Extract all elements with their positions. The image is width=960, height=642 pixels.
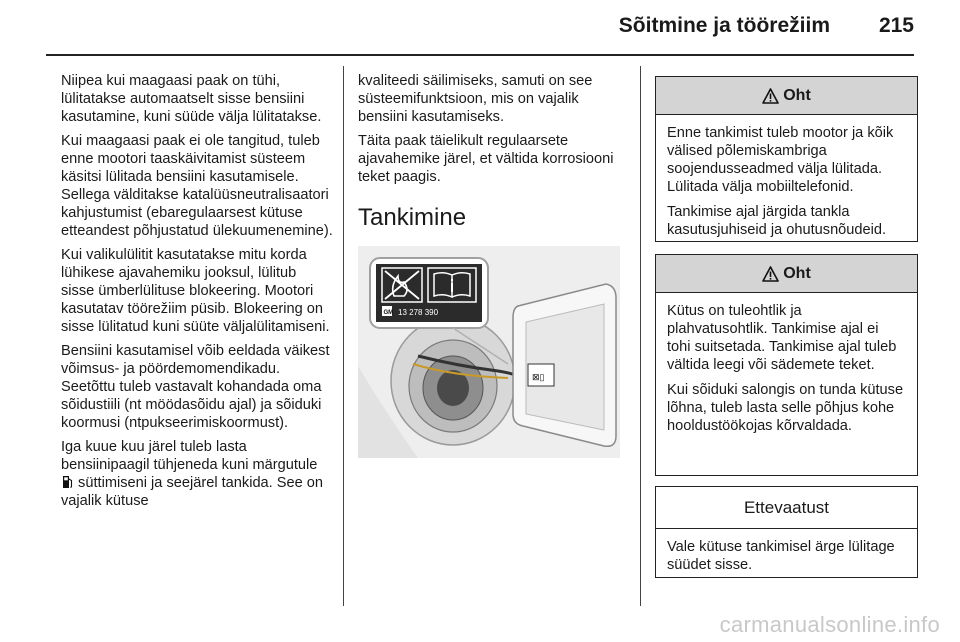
gm-logo: GM xyxy=(383,310,394,316)
page-number: 215 xyxy=(878,14,914,37)
column-middle xyxy=(358,72,628,458)
paragraph: Kui sõiduki salongis on tunda kütuse lõhna, tuleb lasta selle põhjus kohe hooldustöökojas kõrvaldada. xyxy=(667,382,904,434)
paragraph: Kui valikulülitit kasutatakse mitu korda lühikese ajavahemiku jooksul, lülitub sisse ümberlülituse blokeering. Mootori kasutatav töörežiim püsib. Blokeering on sisse lülitatud kuni süüte väljalülitamiseni. xyxy=(61,247,330,335)
column-left xyxy=(61,72,333,516)
paragraph: Vale kütuse tankimisel ärge lülitage süüdet sisse. xyxy=(667,539,895,573)
header-divider xyxy=(46,54,914,56)
danger-box-title: Oht xyxy=(783,264,811,282)
no-open-flame-icon xyxy=(382,268,422,302)
caution-box xyxy=(655,486,918,578)
watermark: carmanualsonline.info xyxy=(719,612,940,637)
warning-triangle-icon xyxy=(762,266,779,282)
column-divider-2 xyxy=(640,66,641,606)
paragraph: Enne tankimist tuleb mootor ja kõik välised põlemiskambriga soojendusseadmed välja lülitada. Lülitada välja mobiiltelefonid. xyxy=(667,125,894,195)
column-divider-1 xyxy=(343,66,344,606)
paragraph: kvaliteedi säilimiseks, samuti on see süsteemifunktsioon, mis on vajalik bensiini kasutamiseks. xyxy=(358,73,593,125)
paragraph: Iga kuue kuu järel tuleb lasta bensiinipaagil tühjeneda kuni märgutule süttimiseni ja seejärel tankida. See on vajalik kütuse xyxy=(61,439,324,509)
read-manual-icon xyxy=(428,268,476,302)
warning-triangle-icon xyxy=(762,88,779,104)
fuel-filler-figure xyxy=(358,246,620,458)
caution-box-body xyxy=(656,529,917,583)
paragraph: Tankimise ajal järgida tankla kasutusjuhiseid ja ohutusnõudeid. xyxy=(667,204,887,238)
page-title: Sõitmine ja töörežiim xyxy=(618,14,830,37)
paragraph: Kütus on tuleohtlik ja plahvatusohtlik. Tankimise ajal ei tohi suitsetada. Tankimise ajal tuleb vältida leegi või sädemete teket. xyxy=(667,303,897,373)
paragraph: Täita paak täielikult regulaarsete ajavahemike järel, et vältida korrosiooni teket paagis. xyxy=(358,133,614,185)
fuel-pump-icon xyxy=(62,475,73,489)
part-number-label: 13 278 390 xyxy=(398,308,439,317)
section-heading: Tankimine xyxy=(358,204,467,231)
paragraph: Bensiini kasutamisel võib eeldada väikest võimsus- ja pöördemomendikadu. Seetõttu tuleb vastavalt kohandada oma sõidustiili (nt möödasõidu ajal) ja sõiduki koormusi (ntpukseerimiskoormust). xyxy=(61,343,330,431)
danger-box-1 xyxy=(655,76,918,242)
caution-box-title: Ettevaatust xyxy=(743,497,830,517)
danger-box-2 xyxy=(655,254,918,476)
danger-box-header xyxy=(656,255,917,293)
danger-box-title: Oht xyxy=(783,86,811,104)
danger-box-header xyxy=(656,77,917,115)
paragraph: Niipea kui maagaasi paak on tühi, lülitatakse automaatselt sisse bensiini kasutamine, kuni süüde välja lülitatakse. xyxy=(61,73,322,125)
fuel-flap-illustration xyxy=(358,246,620,458)
caution-box-header xyxy=(656,487,917,529)
danger-box-body xyxy=(656,293,917,444)
svg-text:⊠▯: ⊠▯ xyxy=(532,372,545,382)
danger-box-body xyxy=(656,115,917,248)
paragraph: Kui maagaasi paak ei ole tangitud, tuleb enne mootori taaskäivitamist süsteem käsitsi lülitada bensiini kasutamisele. Sellega välditakse katalüüsneutralisaatori kahjustumist (ebaregulaarsest kütuse etteandest põhjustatud ülekuumenemine). xyxy=(61,133,333,239)
